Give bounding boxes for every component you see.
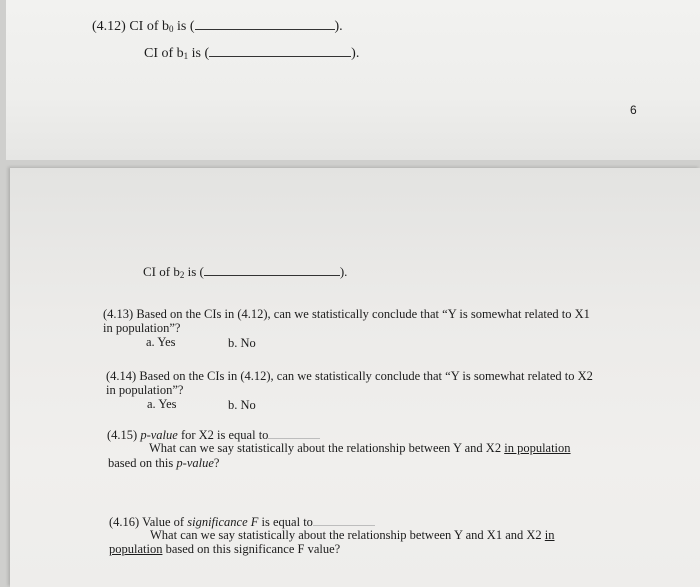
ci-b1-blank[interactable] [209, 45, 351, 57]
significance-f-blank[interactable] [313, 514, 375, 526]
q414-line1: (4.14) Based on the CIs in (4.12), can we statistically conclude that “Y is somewhat related to X2 [106, 369, 593, 383]
q413-option-b[interactable]: b. No [228, 336, 256, 350]
q416-line3: population based on this significance F value? [109, 542, 341, 556]
question-number: (4.12) [92, 19, 126, 34]
q415-line1: (4.15) p-value for X2 is equal to [107, 427, 320, 443]
q416-line2: What can we say statistically about the relationship between Y and X1 and X2 in [150, 528, 555, 542]
ci-b0-line: (4.12) CI of $b_0$ is ( ). [92, 19, 343, 34]
page-bottom [10, 168, 700, 587]
page-number: 6 [630, 103, 637, 117]
q416-line1: (4.16) Value of significance F is equal to [109, 514, 375, 530]
q414-option-b[interactable]: b. No [228, 398, 256, 412]
page-top [6, 0, 700, 160]
q413-line2: in population”? [103, 321, 181, 335]
q413-option-a[interactable]: a. Yes [146, 335, 176, 349]
pvalue-blank[interactable] [268, 427, 320, 439]
q415-line3: based on this p-value? [108, 456, 220, 470]
ci-b2-blank[interactable] [204, 264, 340, 276]
ci-b0-blank[interactable] [195, 18, 335, 30]
q414-option-a[interactable]: a. Yes [147, 397, 177, 411]
ci-b1-line: CI of $b_1$ is ( ). [144, 46, 360, 61]
q414-line2: in population”? [106, 383, 184, 397]
ci-b2-line: CI of $b_2$ is ( ). [143, 264, 348, 280]
q413-line1: (4.13) Based on the CIs in (4.12), can we statistically conclude that “Y is somewhat related to X1 [103, 307, 590, 321]
q415-line2: What can we say statistically about the relationship between Y and X2 in population [149, 441, 571, 455]
